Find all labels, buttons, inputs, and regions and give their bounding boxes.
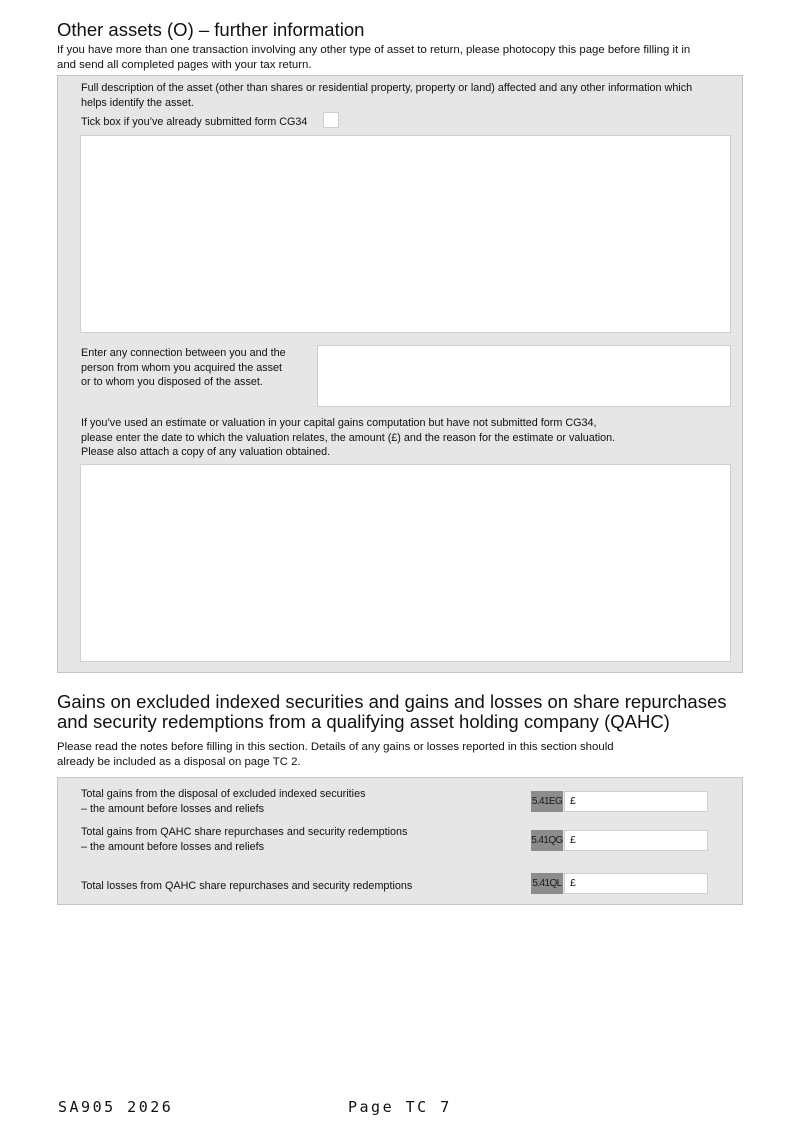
qahc-intro-line-2: already be included as a disposal on page TC 2. bbox=[57, 755, 301, 768]
qahc-gains-label-2: – the amount before losses and reliefs bbox=[81, 840, 265, 853]
qahc-intro-line-1: Please read the notes before filling in this section. Details of any gains or losses reported in this section should bbox=[57, 741, 614, 753]
excluded-indexed-gains-label-2: – the amount before losses and reliefs bbox=[81, 802, 265, 815]
intro-line-1: If you have more than one transaction involving any other type of asset to return, please photocopy this page before filling it in bbox=[57, 44, 691, 56]
intro-line-2: and send all completed pages with your tax return. bbox=[57, 58, 312, 71]
page-number: Page TC 7 bbox=[348, 1098, 452, 1116]
qahc-gains-label-1: Total gains from QAHC share repurchases and security redemptions bbox=[81, 826, 408, 838]
connection-label-3: or to whom you disposed of the asset. bbox=[81, 376, 263, 388]
estimate-textarea[interactable] bbox=[80, 464, 731, 662]
pound-sign: £ bbox=[570, 877, 576, 889]
qahc-losses-input[interactable] bbox=[564, 873, 708, 894]
box-code-5-41eg: 5.41EG bbox=[531, 791, 563, 812]
qahc-losses-label: Total losses from QAHC share repurchases and security redemptions bbox=[81, 880, 413, 892]
estimate-label-2: please enter the date to which the valuation relates, the amount (£) and the reason for the estimate or valuation. bbox=[81, 431, 616, 444]
asset-description-label-1: Full description of the asset (other than shares or residential property, property or land) affected and any other information which bbox=[81, 82, 693, 94]
section-title-other-assets: Other assets (O) – further information bbox=[57, 19, 365, 40]
connection-label-2: person from whom you acquired the asset bbox=[81, 361, 283, 374]
pound-sign: £ bbox=[570, 795, 576, 807]
qahc-gains-input[interactable] bbox=[564, 830, 708, 851]
excluded-indexed-gains-input[interactable] bbox=[564, 791, 708, 812]
connection-label-1: Enter any connection between you and the bbox=[81, 347, 286, 359]
section-title-qahc-line-1: Gains on excluded indexed securities and gains and losses on share repurchases bbox=[57, 691, 727, 712]
box-code-5-41qg: 5.41QG bbox=[531, 830, 563, 851]
cg34-submitted-checkbox[interactable] bbox=[323, 112, 339, 128]
excluded-indexed-gains-label-1: Total gains from the disposal of excluded indexed securities bbox=[81, 788, 366, 800]
estimate-label-3: Please also attach a copy of any valuation obtained. bbox=[81, 446, 331, 458]
section-title-qahc-line-2: and security redemptions from a qualifying asset holding company (QAHC) bbox=[57, 711, 670, 732]
asset-description-label-2: helps identify the asset. bbox=[81, 96, 194, 109]
form-reference: SA905 2026 bbox=[58, 1098, 174, 1116]
pound-sign: £ bbox=[570, 834, 576, 846]
asset-description-textarea[interactable] bbox=[80, 135, 731, 333]
cg34-tick-label: Tick box if you’ve already submitted form CG34 bbox=[81, 116, 308, 128]
estimate-label-1: If you’ve used an estimate or valuation in your capital gains computation but have not submitted form CG34, bbox=[81, 417, 597, 429]
box-code-5-41ql: 5.41QL bbox=[531, 873, 563, 894]
connection-textarea[interactable] bbox=[317, 345, 731, 407]
